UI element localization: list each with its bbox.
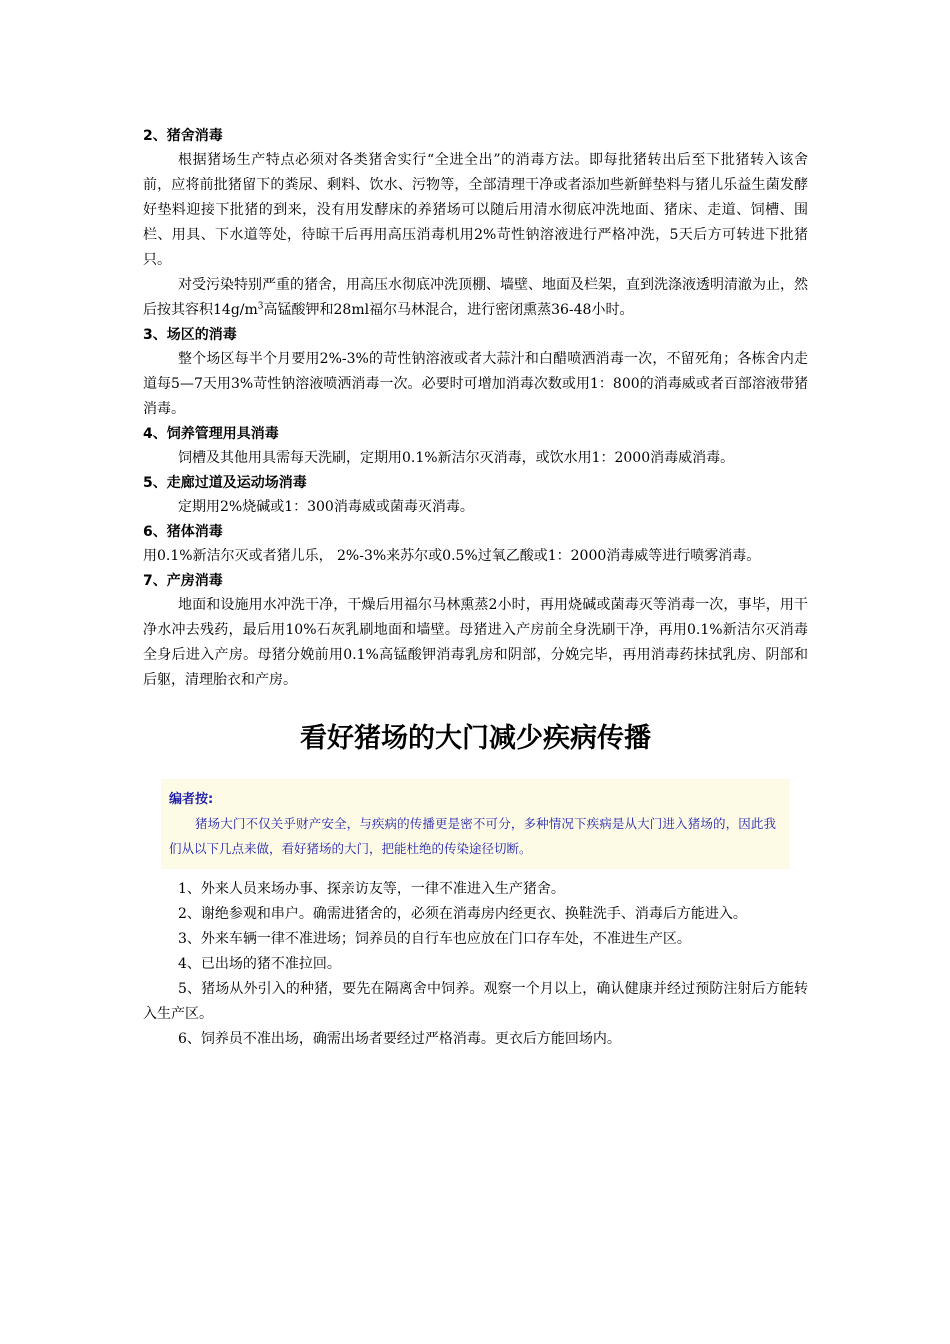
editor-note-box	[161, 779, 790, 869]
text-span: 对受污染特别严重的猪舍，用高压水彻底冲洗顶棚、墙壁、地面及栏架，直到洗涤液透明清澈为止，然后按其容积14g/m	[143, 277, 808, 318]
paragraph: 地面和设施用水冲洗干净，干燥后用福尔马林熏蒸2小时，再用烧碱或菌毒灭等消毒一次，事毕，用干净水冲去残药，最后用10%石灰乳刷地面和墙壁。母猪进入产房前全身洗刷干净，再用0.1%新洁尔灭消毒全身后进入产房。母猪分娩前用0.1%高锰酸钾消毒乳房和阴部，分娩完毕，再用消毒药抹拭乳房、阴部和后躯，清理胎衣和产房。	[143, 597, 808, 688]
paragraph: 根据猪场生产特点必须对各类猪舍实行“全进全出”的消毒方法。即每批猪转出后至下批猪转入该舍前，应将前批猪留下的粪尿、剩料、饮水、污物等，全部清理干净或者添加些新鲜垫料与猪儿乐益生菌发酵好垫料迎接下批猪的到来，没有用发酵床的养猪场可以随后用清水彻底冲洗地面、猪床、走道、饲槽、围栏、用具、下水道等处，待晾干后再用高压消毒机用2%苛性钠溶液进行严格冲洗，5天后方可转进下批猪只。	[143, 152, 808, 268]
text-span: 高锰酸钾和28ml福尔马林混合，进行密闭熏蒸36-48小时。	[263, 302, 634, 318]
paragraph: 整个场区每半个月要用2%-3%的苛性钠溶液或者大蒜汁和白醋喷洒消毒一次，不留死角；各栋舍内走道每5—7天用3%苛性钠溶液喷洒消毒一次。必要时可增加消毒次数或用1：800的消毒威或者百部溶液带猪消毒。	[143, 351, 808, 417]
section-heading-site: 3、场区的消毒	[143, 327, 237, 343]
section-heading-farrowing: 7、产房消毒	[143, 573, 223, 589]
list-item: 4、已出场的猪不准拉回。	[178, 956, 341, 972]
paragraph: 用0.1%新洁尔灭或者猪儿乐， 2%-3%来苏尔或0.5%过氧乙酸或1：2000消毒威等进行喷雾消毒。	[143, 548, 761, 564]
paragraph-fumigation	[143, 273, 808, 323]
superscript: 3	[257, 301, 264, 312]
list-item: 3、外来车辆一律不准进场；饲养员的自行车也应放在门口存车处，不准进生产区。	[178, 931, 691, 947]
document-content	[143, 124, 808, 1052]
gate-rules-list	[143, 877, 808, 1052]
list-item: 5、猪场从外引入的种猪，要先在隔离舍中饲养。观察一个月以上，确认健康并经过预防注射后方能转入生产区。	[143, 981, 808, 1022]
section-heading-tools: 4、饲养管理用具消毒	[143, 426, 279, 442]
section-heading-pig-house: 2、猪舍消毒	[143, 128, 223, 144]
editor-note-label: 编者按:	[169, 792, 214, 807]
section-heading-corridor: 5、走廊过道及运动场消毒	[143, 475, 307, 491]
list-item: 2、谢绝参观和串户。确需进猪舍的，必须在消毒房内经更衣、换鞋洗手、消毒后方能进入。	[178, 906, 747, 922]
list-item: 1、外来人员来场办事、探亲访友等，一律不准进入生产猪舍。	[178, 881, 565, 897]
article-title: 看好猪场的大门减少疾病传播	[300, 723, 651, 754]
paragraph: 定期用2%烧碱或1：300消毒威或菌毒灭消毒。	[178, 499, 474, 515]
paragraph: 饲槽及其他用具需每天洗刷，定期用0.1%新洁尔灭消毒，或饮水用1：2000消毒威消毒。	[178, 450, 735, 466]
editor-note-text: 猪场大门不仅关乎财产安全，与疾病的传播更是密不可分，多种情况下疾病是从大门进入猪场的，因此我们从以下几点来做，看好猪场的大门，把能杜绝的传染途径切断。	[169, 816, 776, 856]
list-item: 6、饲养员不准出场，确需出场者要经过严格消毒。更衣后方能回场内。	[178, 1031, 621, 1047]
section-heading-pig-body: 6、猪体消毒	[143, 524, 223, 540]
